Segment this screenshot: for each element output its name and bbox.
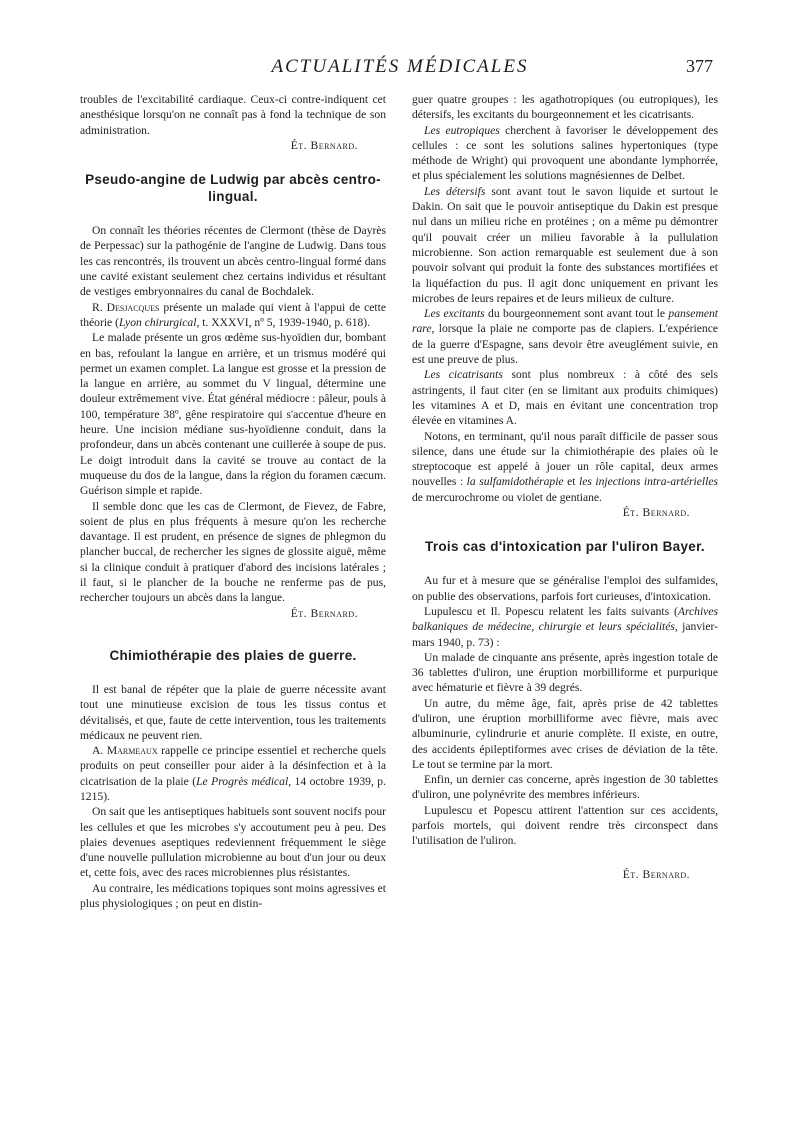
- author-signature: Ét. Bernard.: [622, 506, 690, 520]
- paragraph: Le malade présente un gros œdème sus-hyoïdien dur, bombant en bas, refoulant la langue en arrière, et un trismus modéré qui permet un examen complet. La langue est grosse et la pression de la langue en arrière, au sommet du V lingual, détermine une douleur extrêmement vive. État général médiocre : pâleur, pouls à 100, température 38º, gêne respiratoire qui s'accentue d'heure en heure. Une incision médiane sus-hyoïdienne conduit, dans la profondeur, dans un abcès contenant une cuillerée à soupe de pus. Le doigt introduit dans la cavité se trouve au contact de la muqueuse du dos de la langue, dans la région du foramen cæcum. Guérison simple et rapide.: [80, 331, 386, 498]
- paragraph: guer quatre groupes : les agathotropiques (ou eutropiques), les détersifs, les excitants du bourgeonnement et les cicatrisants.: [412, 93, 718, 122]
- paragraph: Lupulescu et Popescu attirent l'attention sur ces accidents, parfois mortels, qui doivent rendre très circonspect dans l'utilisation de l'uliron.: [412, 803, 718, 848]
- running-title: ACTUALITÉS MÉDICALES: [271, 56, 529, 77]
- article-title: Trois cas d'intoxication par l'uliron Bayer.: [425, 539, 705, 555]
- source-title: Lyon chirurgical: [118, 315, 197, 329]
- paragraph: Les excitants du bourgeonnement sont avant tout le pansement rare, lorsque la plaie ne comporte pas de clapiers. L'expérience de la guerre d'Espagne, sans devoir être aveuglément suivie, en est une preuve de plus.: [412, 307, 718, 367]
- author-signature: Ét. Bernard.: [290, 606, 358, 620]
- paragraph: Il semble donc que les cas de Clermont, de Fievez, de Fabre, soient de plus en plus fréquents à mesure qu'on les recherche davantage. Il est prudent, en présence de signes de phlegmon du plancher buccal, de rechercher les signes de glossite aiguë, même si la clinique conduit à pratiquer d'abord des incisions latérales ; il faut, si le plancher de la bouche ne renferme pas de pus, rechercher toujours un abcès dans la langue.: [80, 499, 386, 605]
- term: la sulfamidothérapie: [466, 475, 564, 489]
- author-name: R. Desjacques: [92, 300, 160, 314]
- paragraph: A. Marmeaux rappelle ce principe essentiel et recherche quels produits on peut conseiller pour aider à la désinfection et à la cicatrisation de la plaie (Le Progrès médical, 14 octobre 1939, p. 1215).: [80, 744, 386, 803]
- term: Les cicatrisants: [424, 368, 503, 382]
- page-number: 377: [686, 56, 713, 76]
- paragraph: Un autre, du même âge, fait, après prise de 42 tablettes d'uliron, une éruption morbilliforme avec fièvre, mais avec albuminurie, cylindrurie et anurie complète. Il existe, en outre, des accidents épileptiformes avec crises de déviation de la tête. Le tout se termine par la mort.: [412, 696, 718, 771]
- paragraph: Au contraire, les médications topiques sont moins agressives et plus physiologiques ; on peut en distin-: [80, 881, 386, 911]
- paragraph: Les eutropiques cherchent à favoriser le développement des cellules : ce sont les solutions salines hypertoniques (type méthode de Wright) qui provoquent une abondante lymphorrée, et plus spécialement les solutions magnésiennes de Delbet.: [412, 123, 718, 183]
- paragraph: On connaît les théories récentes de Clermont (thèse de Dayrès de Perpessac) sur la pathogénie de l'angine de Ludwig. Dans tous les cas rencontrés, ils trouvent un abcès centro-lingual formé dans une cavité existant seulement chez certains individus et résultant de vestiges embryonnaires du canal de Bochdalek.: [80, 224, 386, 299]
- paragraph: Un malade de cinquante ans présente, après ingestion totale de 36 tablettes d'uliron, une éruption morbilliforme et purpurique avec hématurie et fièvre à 39 degrés.: [412, 650, 718, 695]
- article-title: Chimiothérapie des plaies de guerre.: [109, 647, 357, 663]
- paragraph: Les cicatrisants sont plus nombreux : à côté des sels astringents, il faut citer (en se limitant aux produits chimiques) les vitamines A et D, mais en évitant une concentration trop élevée en vitamines A.: [412, 368, 719, 428]
- term: Les excitants: [424, 307, 485, 321]
- term: Les détersifs: [424, 184, 486, 198]
- article-title: Pseudo-angine de Ludwig par abcès centro-lingual.: [85, 172, 381, 205]
- paragraph: Notons, en terminant, qu'il nous paraît difficile de passer sous silence, dans une étude sur la chimiothérapie des plaies où le streptocoque est appelé à jouer un rôle capital, deux armes nouvelles : la sulfamidothérapie et les injections intra-artérielles de mercurochrome ou violet de gentiane.: [412, 429, 719, 504]
- source-title: Le Progrès médical: [196, 774, 289, 788]
- paragraph: Enfin, un dernier cas concerne, après ingestion de 30 tablettes d'uliron, une polynévrite des membres inférieurs.: [412, 773, 718, 802]
- term: Les eutropiques: [424, 123, 500, 137]
- author-name: A. Marmeaux: [92, 744, 158, 758]
- paragraph: troubles de l'excitabilité cardiaque. Ceux-ci contre-indiquent cet anesthésique lorsqu'on ne connaît pas à fond la technique de son administration.: [80, 93, 386, 137]
- author-signature: Ét. Bernard.: [290, 138, 358, 152]
- term: les injections intra-artérielles: [578, 475, 719, 489]
- right-column: [412, 92, 718, 882]
- paragraph: Les détersifs sont avant tout le savon liquide et surtout le Dakin. On sait que le pouvoir antiseptique du Dakin est presque nul dans un milieu riche en protéines ; on a même pu démontrer qu'il pouvait créer un milieu favorable à la pullulation microbienne. Son action remarquable est seulement due à son pouvoir solvant qui produit la fonte des substances mortifiées et la liquéfaction du pus. Il agit donc uniquement en privant les microbes de leurs repaires et de leurs milieux de culture.: [412, 184, 718, 305]
- running-header: [0, 56, 800, 86]
- paragraph: On sait que les antiseptiques habituels sont souvent nocifs pour les cellules et que les microbes s'y accoutument peu à peu. Des plaies devenues aseptiques redeviennent fréquemment le siège d'une nouvelle pullulation microbienne au bout d'un jour ou deux et, cette fois, avec des races microbiennes plus résistantes.: [80, 805, 386, 880]
- term: pansement rare: [412, 307, 718, 336]
- source-title: Archives balkaniques de médecine, chirurgie et leurs spécialités: [412, 604, 718, 634]
- paragraph: R. Desjacques présente un malade qui vient à l'appui de cette théorie (Lyon chirurgical, t. XXXVI, nº 5, 1939-1940, p. 618).: [80, 300, 387, 329]
- paragraph: Au fur et à mesure que se généralise l'emploi des sulfamides, on publie des observations, parfois fort curieuses, d'intoxication.: [412, 574, 718, 603]
- paragraph: Il est banal de répéter que la plaie de guerre nécessite avant tout une minutieuse excision de tous les tissus contus et dévitalisés, et que, faute de cette intervention, tous les traitements médicaux ne peuvent rien.: [80, 682, 386, 742]
- paragraph: Lupulescu et Il. Popescu relatent les faits suivants (Archives balkaniques de médecine, chirurgie et leurs spécialités, janvier-mars 1940, p. 73) :: [412, 604, 718, 649]
- left-column: [80, 92, 386, 911]
- author-signature: Ét. Bernard.: [622, 867, 690, 881]
